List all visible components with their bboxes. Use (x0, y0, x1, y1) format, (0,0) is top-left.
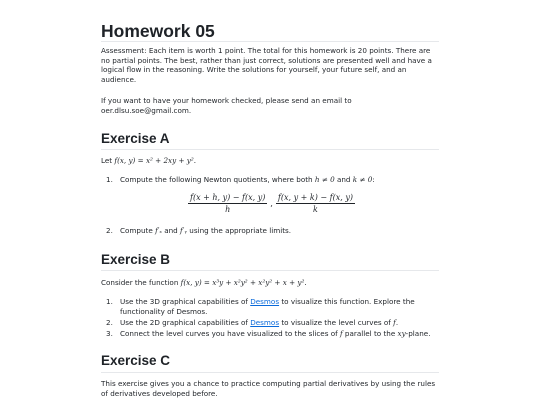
math-k-nonzero: k ≠ 0 (352, 175, 373, 184)
period-text: . (395, 318, 399, 327)
exercise-c-paragraph: This exercise gives you a chance to practice computing partial derivatives by using the rules of derivatives developed before. (101, 379, 436, 398)
plane-text: -plane. (405, 329, 431, 338)
and-text: and (161, 226, 180, 235)
item-text: Use the 2D graphical capabilities of (120, 318, 251, 327)
exercise-c-heading: Exercise C (101, 353, 171, 368)
quotient-2-denominator: k (313, 205, 318, 214)
quotient-2-numerator: f(x, y + k) − f(x, y) (277, 193, 353, 202)
exercise-b-divider (101, 270, 439, 271)
exercise-b-item-1-cont: functionality of Desmos. (120, 307, 208, 316)
newton-quotients-display (188, 193, 355, 214)
item-text: Use the 3D graphical capabilities of (120, 297, 251, 306)
item-number: 1. (106, 175, 113, 184)
consider-text: Consider the function (101, 278, 181, 287)
math-f: f (393, 318, 396, 327)
quotient-1-numerator: f(x + h, y) − f(x, y) (190, 193, 266, 202)
exercise-a-item-2 (101, 226, 291, 236)
quotient-separator: , (270, 199, 273, 208)
function-definition-b: f(x, y) = x³y + x²y² + x²y² + x + y². (180, 278, 307, 287)
quotient-1-denominator: h (225, 205, 231, 214)
math-f: f (339, 329, 343, 338)
limits-text: using the appropriate limits. (187, 226, 292, 235)
email-paragraph: If you want to have your homework checked, please send an email to oer.dlsu.soe@gmail.com. (101, 96, 352, 115)
math-fx-prime: f′ₓ (155, 226, 162, 235)
math-xy: xy (397, 329, 406, 338)
exercise-c-divider (101, 372, 439, 373)
quotient-1 (188, 193, 267, 214)
exercise-a-item-1 (101, 175, 375, 185)
item-number: 1. (106, 297, 113, 306)
compute-text: Compute (120, 226, 156, 235)
colon-text: : (372, 175, 375, 184)
function-definition-a: f(x, y) = x² + 2xy + y². (114, 156, 196, 165)
exercise-b-heading: Exercise B (101, 252, 171, 267)
exercise-b-item-3 (101, 329, 430, 339)
exercise-b-item-2 (101, 318, 398, 328)
exercise-a-heading: Exercise A (101, 131, 170, 146)
parallel-text: parallel to the (342, 329, 398, 338)
quotient-2 (276, 193, 355, 214)
exercise-a-intro (101, 156, 196, 166)
desmos-link-2d[interactable]: Desmos (250, 318, 280, 327)
item-text: Connect the level curves you have visualized to the slices of (120, 329, 340, 338)
let-text: Let (101, 156, 115, 165)
math-h-nonzero: h ≠ 0 (314, 175, 335, 184)
and-text: and (334, 175, 353, 184)
exercise-a-divider (101, 149, 439, 150)
exercise-b-item-1 (101, 297, 415, 307)
item-number: 2. (106, 318, 113, 327)
assessment-paragraph: Assessment: Each item is worth 1 point. The total for this homework is 20 points. There are no partial points. The best, rather than just correct, solutions are presented well and have a logical flow in the reasoning. Write the solutions for yourself, your future self, and an audience. (101, 46, 432, 84)
exercise-b-intro (101, 278, 307, 288)
item-text-suffix: to visualize the level curves of (279, 318, 394, 327)
item-text-suffix: to visualize this function. Explore the (279, 297, 415, 306)
item-number: 3. (106, 329, 113, 338)
math-fy-prime: f′ᵧ (180, 226, 187, 235)
desmos-link-3d[interactable]: Desmos (250, 297, 280, 306)
page-title: Homework 05 (101, 21, 215, 41)
item-number: 2. (106, 226, 113, 235)
title-divider (101, 41, 439, 42)
item-text: Compute the following Newton quotients, where both (120, 175, 315, 184)
